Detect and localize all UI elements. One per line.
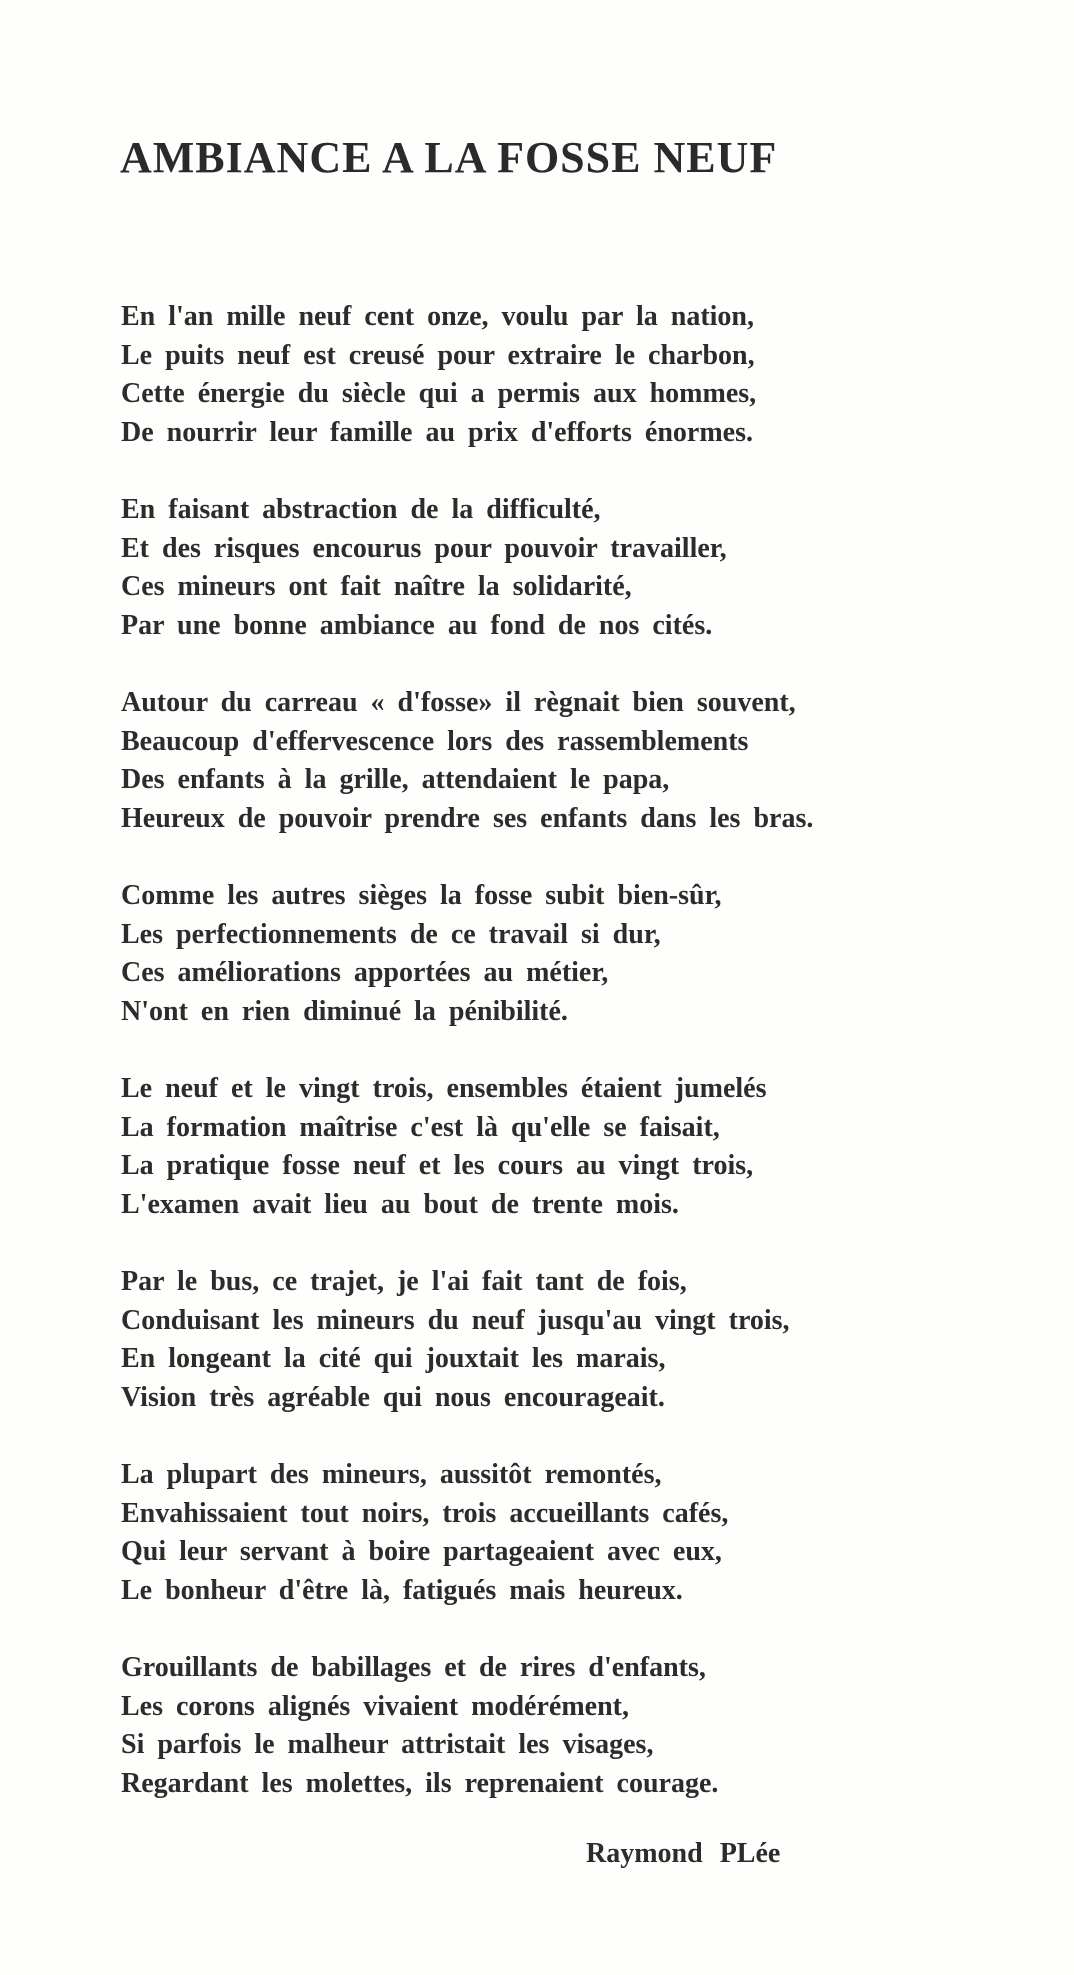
- poem-line: Les corons alignés vivaient modérément,: [121, 1690, 629, 1722]
- poem-line: Le puits neuf est creusé pour extraire le charbon,: [121, 339, 755, 371]
- poem-line: Autour du carreau « d'fosse» il règnait bien souvent,: [121, 687, 796, 718]
- poem-line: En longeant la cité qui jouxtait les marais,: [121, 1343, 666, 1374]
- poem-line: Comme les autres sièges la fosse subit bien-sûr,: [121, 880, 722, 911]
- poem-line: Ces améliorations apportées au métier,: [121, 957, 609, 988]
- poem-line: Grouillants de babillages et de rires d'enfants,: [121, 1652, 706, 1683]
- poem-line: En faisant abstraction de la difficulté,: [121, 494, 601, 525]
- poem-line: Par une bonne ambiance au fond de nos cités.: [121, 609, 713, 641]
- poem-line: Des enfants à la grille, attendaient le papa,: [121, 764, 670, 795]
- stanza: [121, 298, 961, 452]
- stanza: [121, 491, 961, 645]
- poem-line: De nourrir leur famille au prix d'efforts énormes.: [121, 416, 753, 448]
- stanza: [121, 1070, 961, 1224]
- poem-line: Qui leur servant à boire partageaient avec eux,: [121, 1536, 722, 1567]
- poem-line: Ces mineurs ont fait naître la solidarité,: [121, 571, 632, 602]
- poem-line: La pratique fosse neuf et les cours au vingt trois,: [121, 1150, 754, 1181]
- poem-line: L'examen avait lieu au bout de trente mois.: [121, 1188, 679, 1220]
- poem-line: Beaucoup d'effervescence lors des rassemblements: [121, 725, 749, 757]
- poem-line: N'ont en rien diminué la pénibilité.: [121, 995, 568, 1027]
- poem-line: Heureux de pouvoir prendre ses enfants dans les bras.: [121, 802, 814, 834]
- poem-line: Envahissaient tout noirs, trois accueillants cafés,: [121, 1497, 729, 1529]
- poem-line: Cette énergie du siècle qui a permis aux hommes,: [121, 378, 757, 409]
- poem-line: Le neuf et le vingt trois, ensembles étaient jumelés: [121, 1073, 767, 1104]
- poem-line: Par le bus, ce trajet, je l'ai fait tant de fois,: [121, 1266, 687, 1297]
- stanza: [121, 877, 961, 1031]
- poem-body: [121, 298, 961, 1842]
- poem-line: La formation maîtrise c'est là qu'elle se faisait,: [121, 1111, 720, 1143]
- poem-line: Les perfectionnements de ce travail si dur,: [121, 918, 661, 950]
- author-signature: Raymond PLée: [586, 1838, 781, 1869]
- stanza: [121, 1456, 961, 1610]
- poem-line: La plupart des mineurs, aussitôt remontés,: [121, 1459, 662, 1490]
- poem-line: Conduisant les mineurs du neuf jusqu'au vingt trois,: [121, 1304, 790, 1336]
- poem-line: Regardant les molettes, ils reprenaient courage.: [121, 1767, 719, 1799]
- poem-line: En l'an mille neuf cent onze, voulu par la nation,: [121, 301, 754, 332]
- poem-line: Le bonheur d'être là, fatigués mais heureux.: [121, 1574, 683, 1606]
- poem-line: Et des risques encourus pour pouvoir travailler,: [121, 532, 727, 564]
- poem-line: Si parfois le malheur attristait les visages,: [121, 1729, 654, 1760]
- poem-title: AMBIANCE A LA FOSSE NEUF: [120, 133, 778, 182]
- stanza: [121, 684, 961, 838]
- stanza: [121, 1649, 961, 1803]
- poem-line: Vision très agréable qui nous encourageait.: [121, 1381, 665, 1413]
- stanza: [121, 1263, 961, 1417]
